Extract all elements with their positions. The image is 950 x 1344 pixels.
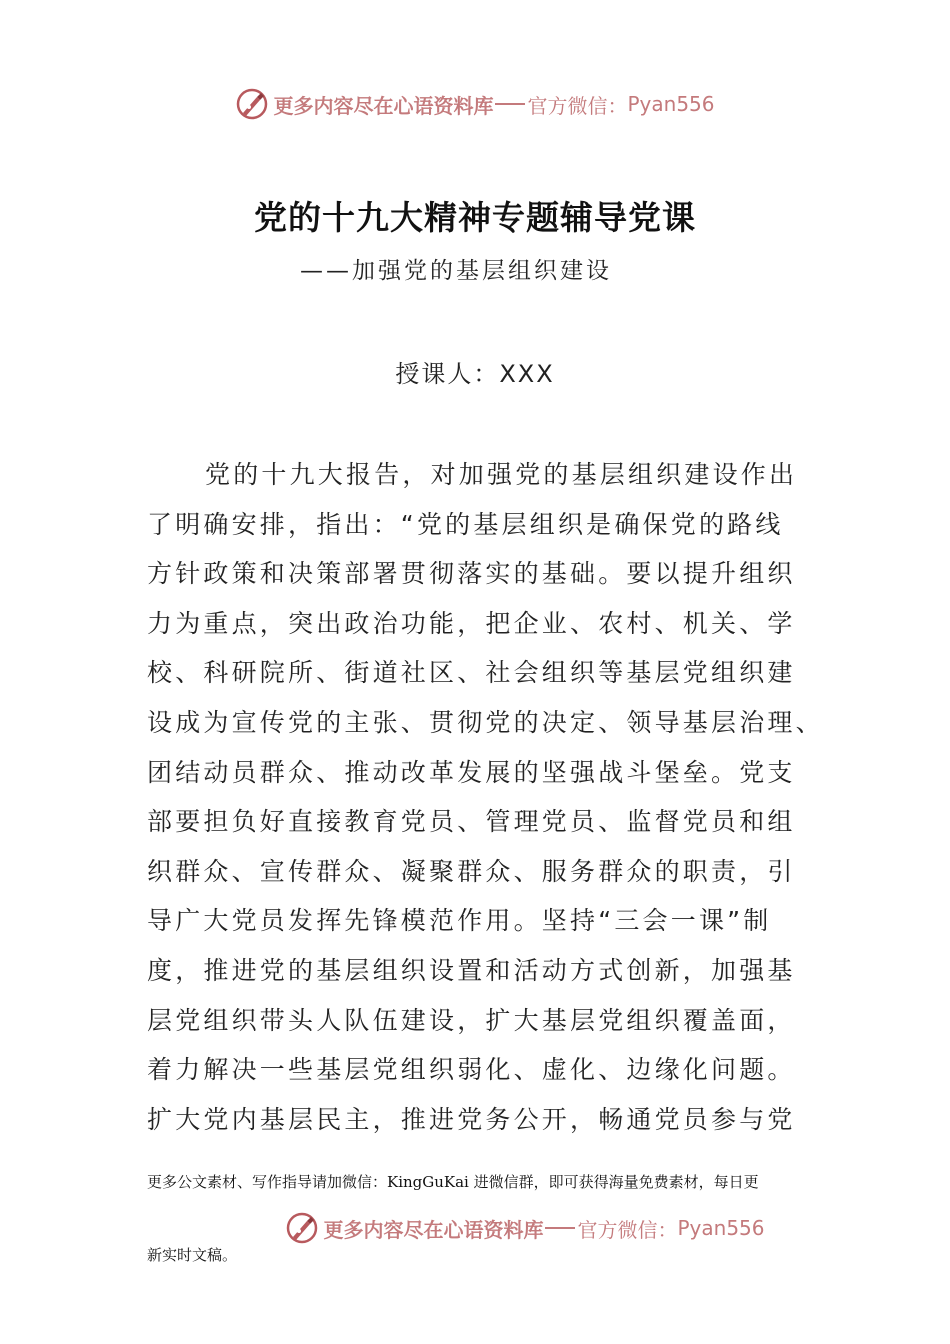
watermark-header xyxy=(0,84,950,124)
body-line: 了明确安排，指出：“党的基层组织是确保党的路线 xyxy=(147,509,784,539)
watermark-prefix: 更多内容尽在心语资料库 xyxy=(273,93,494,118)
footer-note-end: 新实时文稿。 xyxy=(147,1246,238,1264)
watermark-suffix: 官方微信： xyxy=(527,93,628,118)
pen-logo-icon xyxy=(285,1211,319,1245)
body-line: 导广大党员发挥先锋模范作用。坚持“三会一课”制 xyxy=(147,906,772,936)
footer-note: 更多公文素材、写作指导请加微信：KingGuKai 进微信群，即可获得海量免费素材，每日更 xyxy=(147,1173,759,1191)
body-line: 着力解决一些基层党组织弱化、虚化、边缘化问题。 xyxy=(147,1055,796,1085)
body-line: 党的十九大报告，对加强党的基层组织建设作出 xyxy=(205,460,798,489)
body-line: 力为重点，突出政治功能，把企业、农村、机关、学 xyxy=(147,608,796,638)
watermark-dash xyxy=(495,103,525,105)
body-line: 团结动员群众、推动改革发展的坚强战斗堡垒。党支 xyxy=(147,757,796,787)
body-line: 设成为宣传党的主张、贯彻党的决定、领导基层治理、 xyxy=(147,707,824,737)
body-line: 度，推进党的基层组织设置和活动方式创新，加强基 xyxy=(147,955,796,985)
lecturer-line: 授课人：XXX xyxy=(395,360,555,388)
document-title: 党的十九大精神专题辅导党课 xyxy=(254,198,696,237)
body-paragraph xyxy=(147,450,827,1144)
watermark-prefix: 更多内容尽在心语资料库 xyxy=(323,1217,544,1242)
watermark-dash xyxy=(545,1227,575,1229)
body-line: 扩大党内基层民主，推进党务公开，畅通党员参与党 xyxy=(147,1104,796,1134)
body-line: 部要担负好直接教育党员、管理党员、监督党员和组 xyxy=(147,807,796,837)
watermark-wechat-id: Pyan556 xyxy=(677,1216,765,1240)
pen-logo-icon xyxy=(235,87,269,121)
watermark-wechat-id: Pyan556 xyxy=(627,92,715,116)
body-line: 织群众、宣传群众、凝聚群众、服务群众的职责，引 xyxy=(147,856,796,886)
body-line: 层党组织带头人队伍建设，扩大基层党组织覆盖面， xyxy=(147,1005,796,1035)
body-line: 校、科研院所、街道社区、社会组织等基层党组织建 xyxy=(147,658,796,688)
document-subtitle: ——加强党的基层组织建设 xyxy=(300,258,612,284)
body-line: 方针政策和决策部署贯彻落实的基础。要以提升组织 xyxy=(147,559,796,589)
watermark-suffix: 官方微信： xyxy=(577,1217,678,1242)
watermark-footer xyxy=(50,1208,950,1248)
